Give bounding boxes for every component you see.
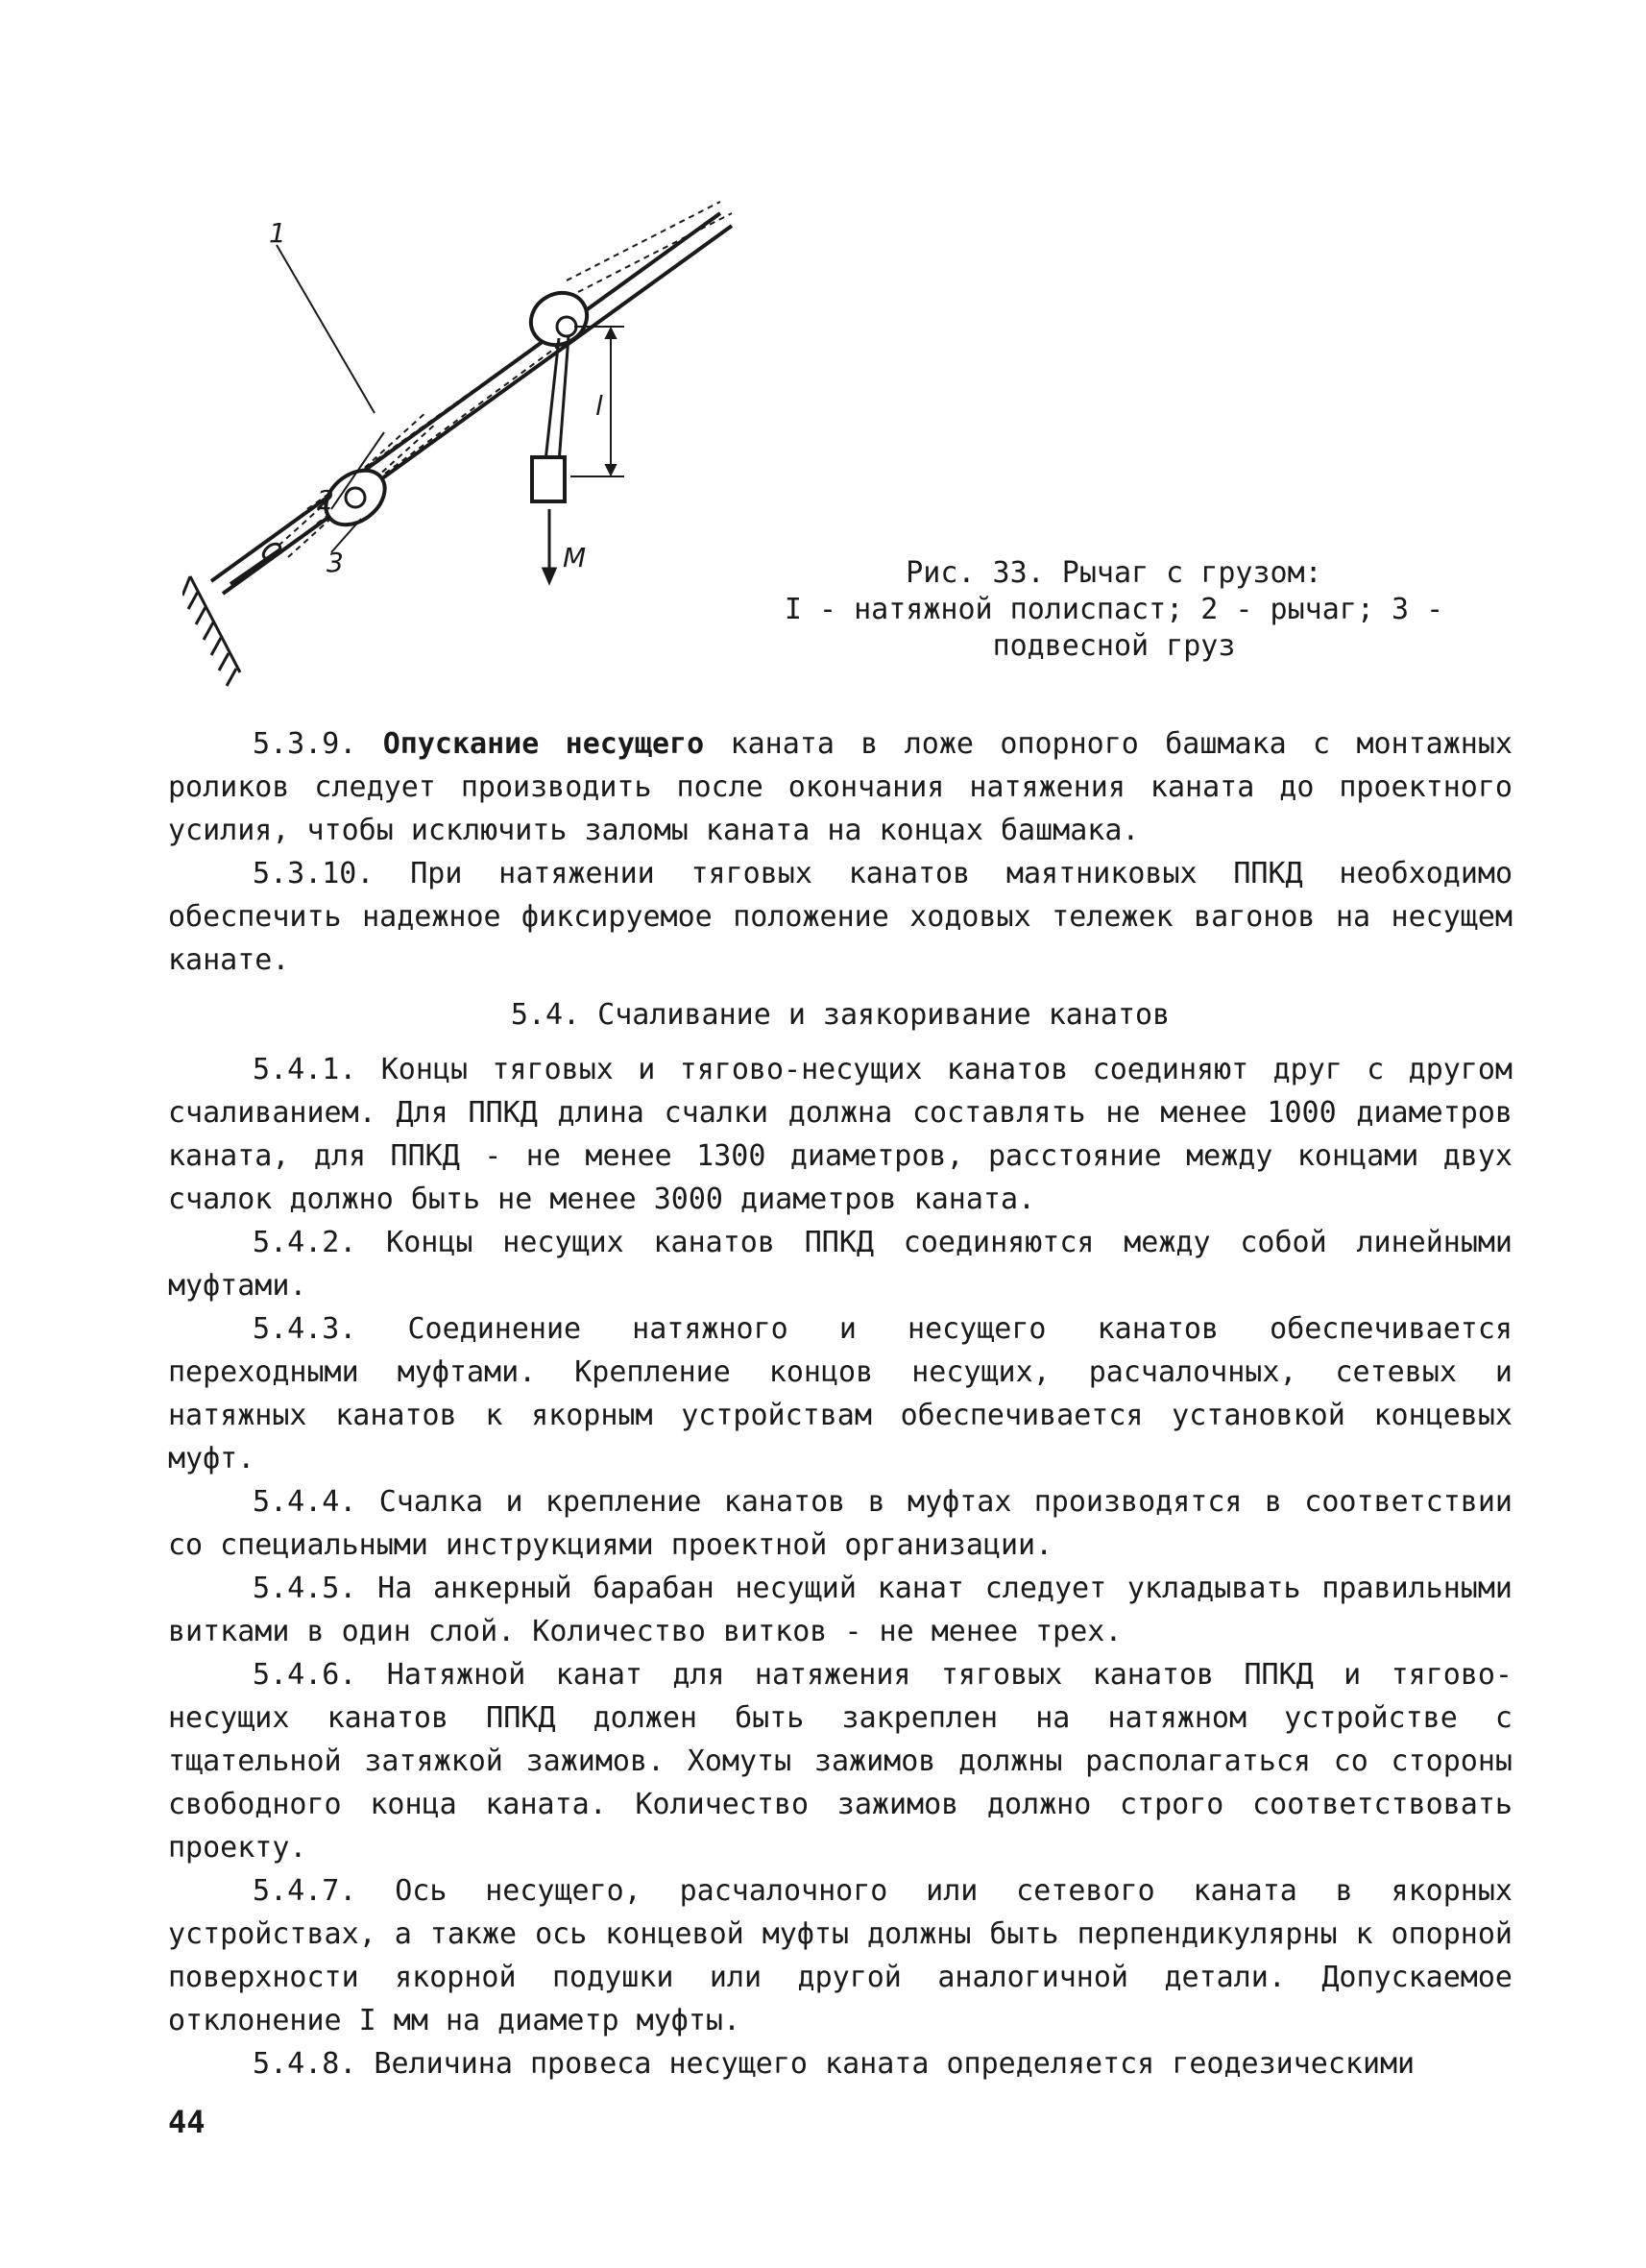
paragraph-5-4-4: 5.4.4. Счалка и крепление канатов в муфтах производятся в соответствии со специальными инструкциями проектной организации. (168, 1485, 1513, 1562)
wall-anchor (182, 576, 240, 686)
paragraph-5-3-9 (168, 722, 1513, 852)
paragraph-5-4-8: 5.4.8. Величина провеса несущего каната определяется геодезическими (253, 2047, 1416, 2081)
label-2: 2 (317, 484, 334, 516)
paragraph-number: 5.3.9. (253, 727, 357, 761)
hanging-weight (532, 457, 565, 501)
figure-caption (749, 555, 1479, 665)
page-number: 44 (168, 2104, 206, 2140)
paragraph-5-4-5: 5.4.5. На анкерный барабан несущий канат следует укладывать правильными витками в один слой. Количество витков - не менее трех. (168, 1572, 1513, 1648)
lever-rod (545, 336, 569, 463)
paragraph-5-3-10: 5.3.10. При натяжении тяговых канатов маятниковых ППКД необходимо обеспечить надежное фиксируемое положение ходовых тележек вагонов на несущем канате. (168, 857, 1513, 977)
paragraph-5-4-6: 5.4.6. Натяжной канат для натяжения тяговых канатов ППКД и тягово-несущих канатов ППКД должен быть закреплен на натяжном устройстве с тщательной затяжкой зажимов. Хомуты зажимов должны располагаться со стороны свободного конца каната. Количество зажимов должно строго соответствовать проекту. (168, 1658, 1513, 1865)
paragraph-text: каната в ложе опорного башмака с монтажных роликов следует производить после окончания натяжения каната до проектного усилия, чтобы исключить заломы каната на концах башмака. (168, 727, 1513, 847)
label-force: M (563, 542, 587, 573)
label-3: 3 (327, 547, 344, 578)
paragraph-5-4-2: 5.4.2. Концы несущих канатов ППКД соединяются между собой линейными муфтами. (168, 1226, 1513, 1303)
figure-lever-with-weight (182, 192, 759, 692)
bold-phrase: Опускание несущего (382, 727, 705, 761)
paragraph-5-4-3: 5.4.3. Соединение натяжного и несущего канатов обеспечивается переходными муфтами. Крепление концов несущих, расчалочных, сетевых и натяжных канатов к якорным устройствам обеспечивается установкой концевых муфт. (168, 1312, 1513, 1475)
label-length: l (595, 390, 603, 422)
caption-title: Рис. 33. Рычаг с грузом: (906, 556, 1322, 590)
paragraph-5-4-1: 5.4.1. Концы тяговых и тягово-несущих канатов соединяют друг с другом счаливанием. Для ППКД длина счалки должна составлять не менее 1000 диаметров каната, для ППКД - не менее 1300 диаметров, расстояние между концами двух счалок должно быть не менее 3000 диаметров каната. (168, 1053, 1513, 1216)
force-arrow (544, 509, 555, 582)
lever-diagram (182, 192, 759, 692)
label-1: 1 (269, 217, 286, 249)
paragraph-5-4-7: 5.4.7. Ось несущего, расчалочного или сетевого каната в якорных устройствах, а также ось концевой муфты должны быть перпендикулярны к опорной поверхности якорной подушки или другой аналогичной детали. Допускаемое отклонение I мм на диаметр муфты. (168, 1874, 1513, 2037)
body-text (168, 722, 1513, 2085)
section-title-5-4: 5.4. Счаливание и заякоривание канатов (510, 998, 1171, 1032)
caption-items: I - натяжной полиспаст; 2 - рычаг; 3 - подвесной груз (784, 593, 1444, 663)
